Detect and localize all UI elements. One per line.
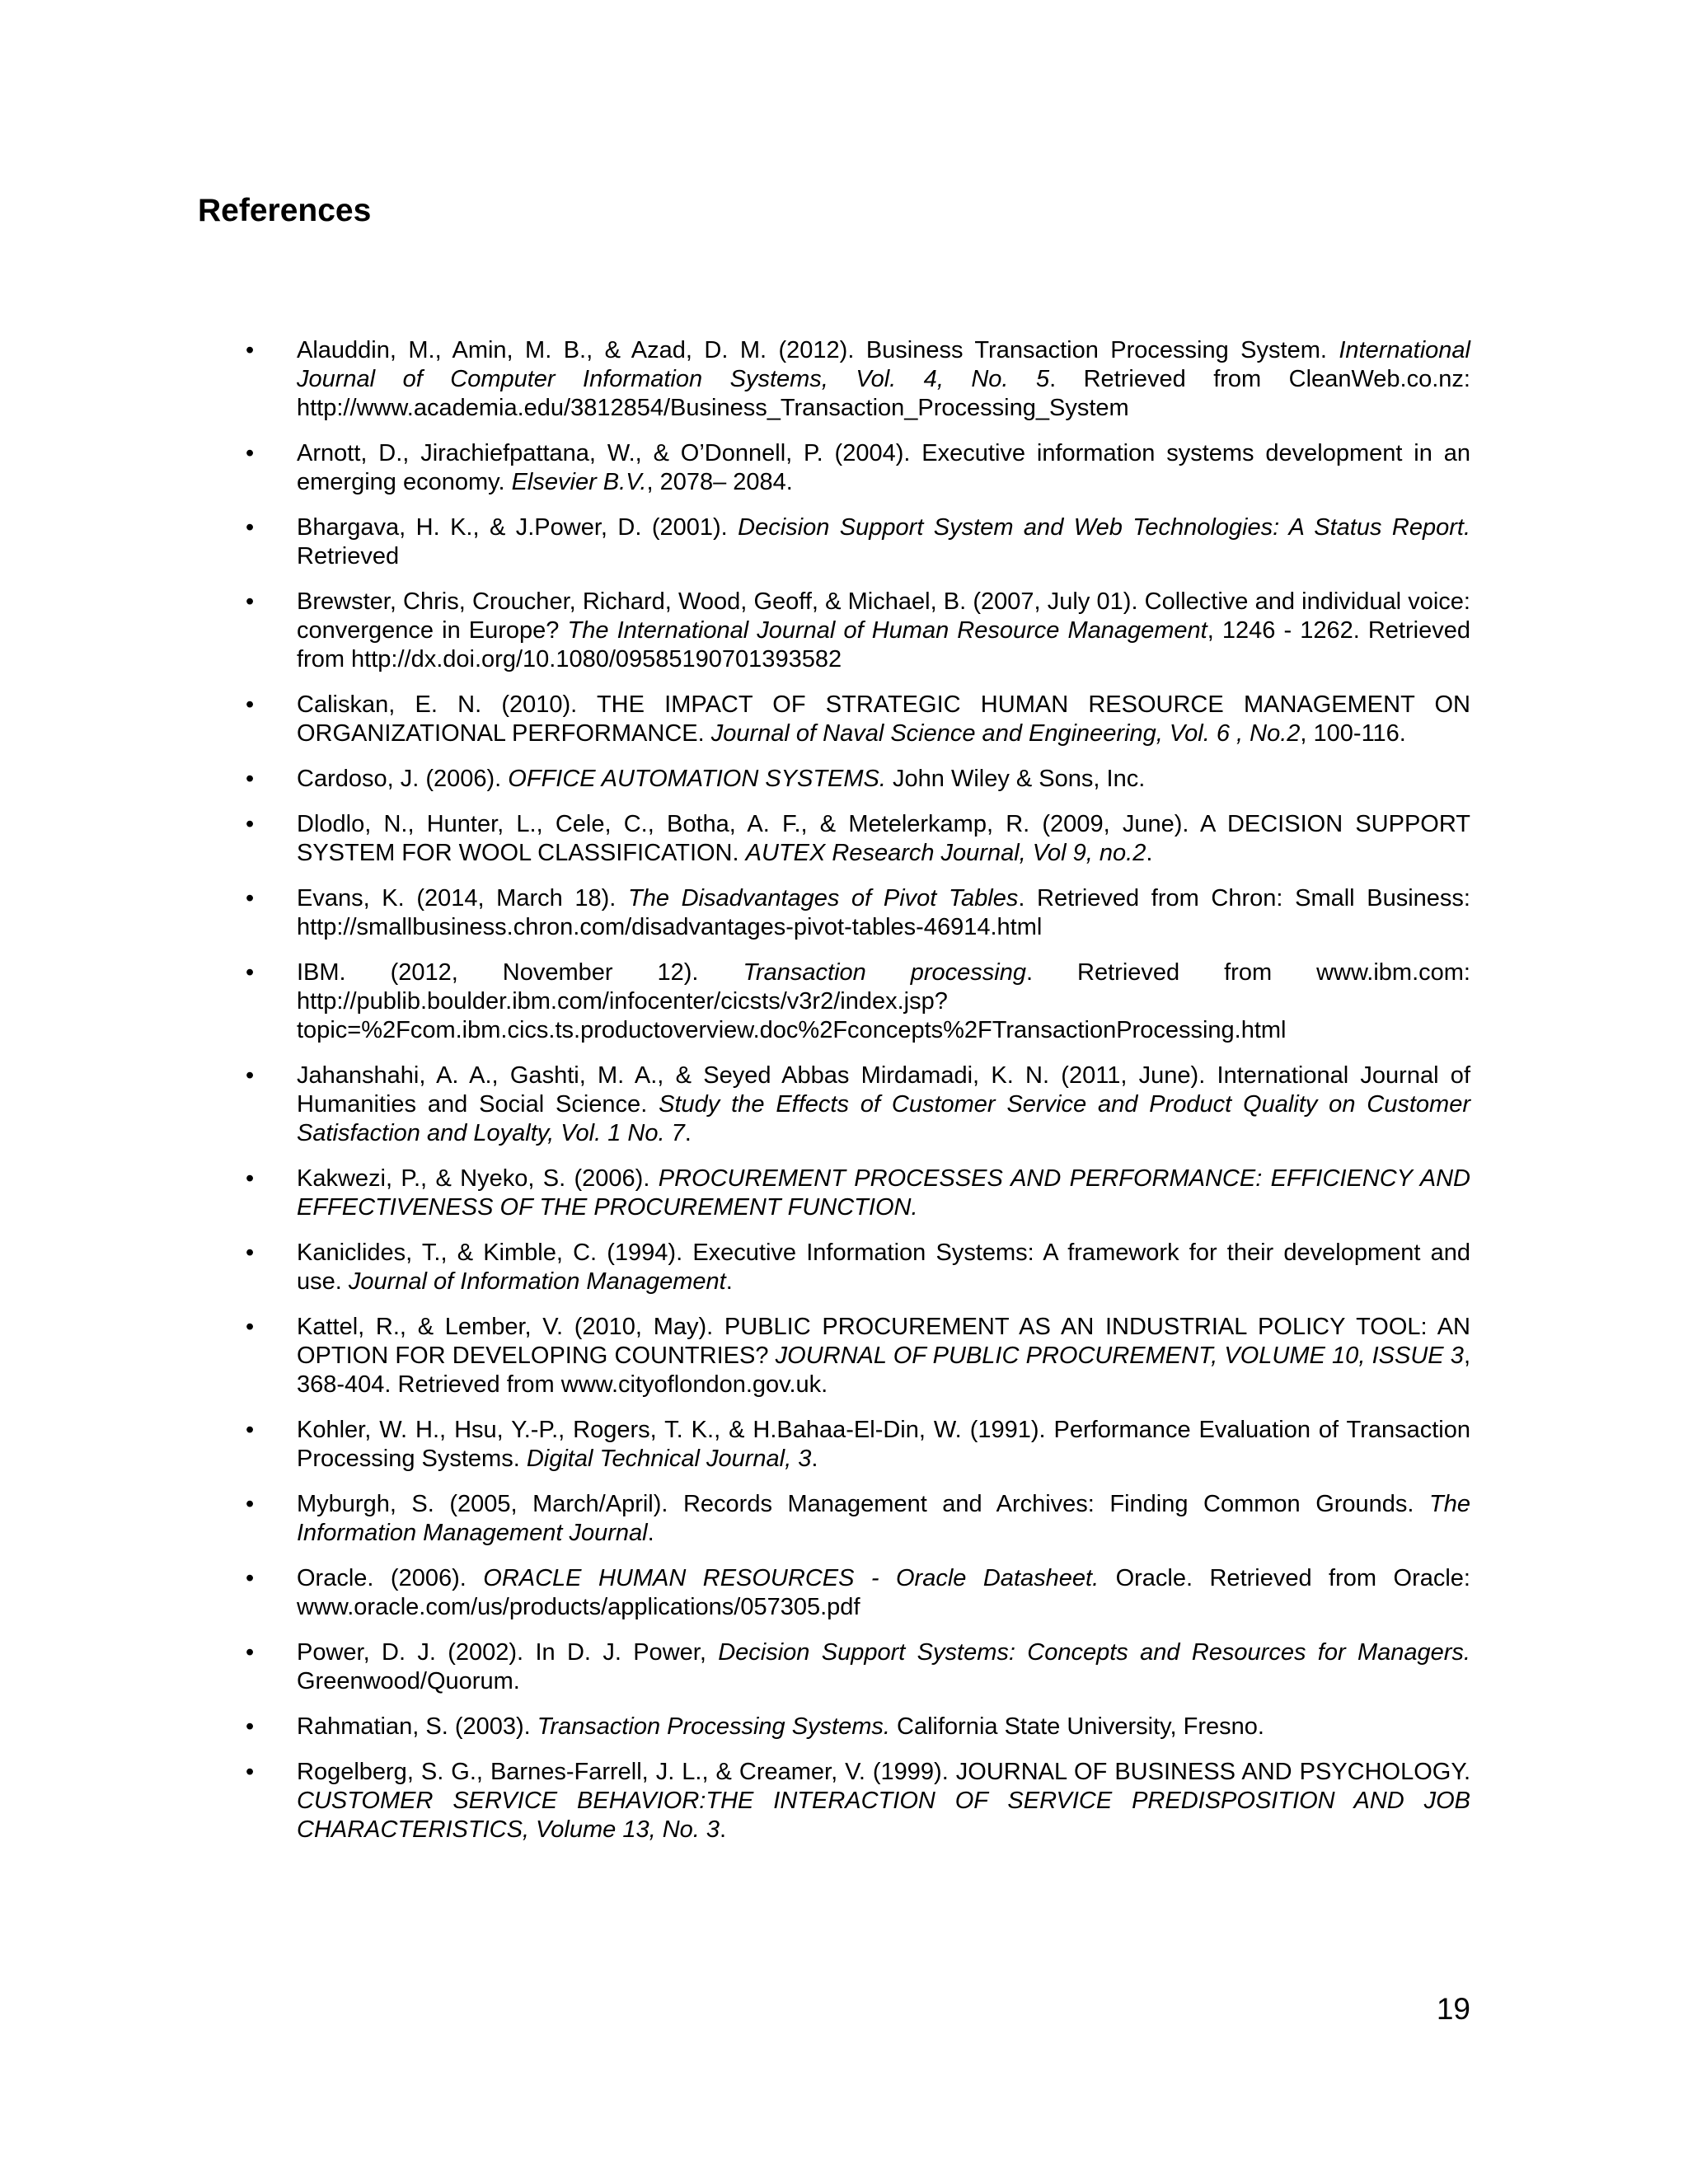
reference-item bbox=[246, 1416, 1470, 1474]
reference-italic-segment: OFFICE AUTOMATION SYSTEMS. bbox=[508, 766, 886, 792]
reference-segment: Oracle. (2006). bbox=[297, 1565, 484, 1591]
reference-italic-segment: JOURNAL OF PUBLIC PROCUREMENT, VOLUME 10, ISSUE 3 bbox=[775, 1343, 1464, 1369]
reference-item bbox=[246, 1239, 1470, 1296]
reference-item bbox=[246, 884, 1470, 942]
reference-item bbox=[246, 1165, 1470, 1222]
reference-segment: , 100-116. bbox=[1300, 720, 1406, 747]
reference-segment: . bbox=[725, 1268, 733, 1295]
reference-segment: Oracle. Retrieved from Oracle: www.oracle.com/us/products/applications/057305.pdf bbox=[297, 1565, 1470, 1620]
reference-italic-segment: Transaction Processing Systems. bbox=[537, 1713, 890, 1740]
reference-item bbox=[246, 691, 1470, 748]
reference-segment: Kattel, R., & Lember, V. (2010, May). PUBLIC PROCUREMENT AS AN INDUSTRIAL POLICY TOOL: AN OPTION FOR DEVELOPING COUNTRIES? bbox=[297, 1314, 1470, 1369]
reference-italic-segment: Decision Support Systems: Concepts and Resources for Managers. bbox=[718, 1639, 1470, 1666]
reference-text bbox=[297, 588, 1470, 674]
reference-text bbox=[297, 336, 1470, 423]
page-heading: References bbox=[198, 193, 372, 228]
reference-segment: Caliskan, E. N. (2010). THE IMPACT OF STRATEGIC HUMAN RESOURCE MANAGEMENT ON ORGANIZATIONAL PERFORMANCE. bbox=[297, 691, 1470, 747]
reference-text bbox=[297, 439, 1470, 497]
reference-text bbox=[297, 1165, 1470, 1222]
reference-item bbox=[246, 1062, 1470, 1148]
reference-segment: Kakwezi, P., & Nyeko, S. (2006). bbox=[297, 1165, 659, 1192]
reference-item bbox=[246, 1313, 1470, 1399]
reference-segment: Power, D. J. (2002). In D. J. Power, bbox=[297, 1639, 719, 1666]
reference-italic-segment: Digital Technical Journal, 3 bbox=[526, 1446, 812, 1472]
reference-item bbox=[246, 810, 1470, 868]
bullet-icon: • bbox=[246, 588, 255, 615]
reference-italic-segment: Study the Effects of Customer Service and Product Quality on Customer Satisfaction and Loyalty, Vol. 1 No. 7 bbox=[297, 1091, 1471, 1146]
reference-segment: Bhargava, H. K., & J.Power, D. (2001). bbox=[297, 514, 738, 541]
reference-segment: Dlodlo, N., Hunter, L., Cele, C., Botha, A. F., & Metelerkamp, R. (2009, June). A DECISION SUPPORT SYSTEM FOR WOOL CLASSIFICATION. bbox=[297, 811, 1470, 866]
reference-segment: IBM. (2012, November 12). bbox=[297, 959, 743, 986]
reference-segment: Kaniclides, T., & Kimble, C. (1994). Executive Information Systems: A framework for their development and use. bbox=[297, 1240, 1470, 1295]
reference-segment: . Retrieved from CleanWeb.co.nz: http://www.academia.edu/3812854/Business_Transaction_Processing_System bbox=[297, 366, 1470, 421]
reference-text bbox=[297, 691, 1470, 748]
reference-segment: Evans, K. (2014, March 18). bbox=[297, 885, 628, 912]
reference-item bbox=[246, 1713, 1470, 1741]
reference-item bbox=[246, 588, 1470, 674]
reference-segment: Kohler, W. H., Hsu, Y.-P., Rogers, T. K., & H.Bahaa-El-Din, W. (1991). Performance Evaluation of Transaction Processing Systems. bbox=[297, 1417, 1470, 1472]
reference-segment: John Wiley & Sons, Inc. bbox=[885, 766, 1146, 792]
bullet-icon: • bbox=[246, 337, 255, 363]
reference-item bbox=[246, 765, 1470, 794]
bullet-icon: • bbox=[246, 811, 255, 837]
reference-text bbox=[297, 1416, 1470, 1474]
bullet-icon: • bbox=[246, 440, 255, 466]
reference-italic-segment: AUTEX Research Journal, Vol 9, no.2 bbox=[745, 840, 1146, 866]
reference-italic-segment: The Information Management Journal bbox=[297, 1491, 1470, 1546]
bullet-icon: • bbox=[246, 1240, 255, 1266]
reference-text bbox=[297, 1564, 1470, 1622]
reference-segment: Arnott, D., Jirachiefpattana, W., & O’Donnell, P. (2004). Executive information systems development in an emerging economy. bbox=[297, 440, 1470, 495]
reference-text bbox=[297, 1313, 1470, 1399]
reference-item bbox=[246, 513, 1470, 571]
bullet-icon: • bbox=[246, 766, 255, 792]
page-number: 19 bbox=[1436, 1992, 1470, 2026]
reference-segment: . bbox=[684, 1120, 692, 1146]
reference-segment: . bbox=[1146, 840, 1153, 866]
reference-text bbox=[297, 1713, 1470, 1741]
reference-text bbox=[297, 958, 1470, 1045]
reference-italic-segment: The International Journal of Human Resource Management bbox=[567, 617, 1207, 644]
reference-text bbox=[297, 1062, 1470, 1148]
reference-segment: Brewster, Chris, Croucher, Richard, Wood, Geoff, & Michael, B. (2007, July 01). Collective and individual voice: convergence in Europe? bbox=[297, 588, 1470, 644]
bullet-icon: • bbox=[246, 1165, 255, 1192]
reference-item bbox=[246, 958, 1470, 1045]
reference-item bbox=[246, 439, 1470, 497]
reference-segment: . bbox=[720, 1816, 727, 1843]
bullet-icon: • bbox=[246, 1062, 255, 1089]
reference-list bbox=[246, 336, 1470, 1861]
reference-text bbox=[297, 1638, 1470, 1696]
bullet-icon: • bbox=[246, 1314, 255, 1340]
reference-segment: Greenwood/Quorum. bbox=[297, 1668, 520, 1694]
reference-segment: , 1246 - 1262. Retrieved from http://dx.doi.org/10.1080/09585190701393582 bbox=[297, 617, 1470, 673]
reference-item bbox=[246, 1564, 1470, 1622]
bullet-icon: • bbox=[246, 1639, 255, 1666]
bullet-icon: • bbox=[246, 691, 255, 718]
reference-italic-segment: CUSTOMER SERVICE BEHAVIOR:THE INTERACTION OF SERVICE PREDISPOSITION AND JOB CHARACTERISTICS, Volume 13, No. 3 bbox=[297, 1788, 1470, 1843]
reference-text bbox=[297, 1239, 1470, 1296]
bullet-icon: • bbox=[246, 959, 255, 986]
reference-segment: , 2078– 2084. bbox=[646, 469, 793, 495]
bullet-icon: • bbox=[246, 514, 255, 541]
reference-italic-segment: Elsevier B.V. bbox=[511, 469, 647, 495]
reference-item bbox=[246, 1758, 1470, 1844]
reference-segment: . bbox=[811, 1446, 818, 1472]
bullet-icon: • bbox=[246, 1759, 255, 1785]
reference-segment: , 368-404. Retrieved from www.cityoflondon.gov.uk. bbox=[297, 1343, 1470, 1398]
bullet-icon: • bbox=[246, 1491, 255, 1517]
reference-italic-segment: Journal of Information Management bbox=[348, 1268, 726, 1295]
reference-text bbox=[297, 765, 1470, 794]
reference-text bbox=[297, 810, 1470, 868]
reference-text bbox=[297, 513, 1470, 571]
reference-segment: Jahanshahi, A. A., Gashti, M. A., & Seyed Abbas Mirdamadi, K. N. (2011, June). International Journal of Humanities and Social Science. bbox=[297, 1062, 1470, 1118]
reference-segment: Cardoso, J. (2006). bbox=[297, 766, 509, 792]
reference-italic-segment: Decision Support System and Web Technologies: A Status Report. bbox=[738, 514, 1470, 541]
reference-italic-segment: International Journal of Computer Information Systems, Vol. 4, No. 5 bbox=[297, 337, 1470, 392]
reference-item bbox=[246, 1638, 1470, 1696]
reference-segment: Retrieved bbox=[297, 543, 400, 569]
reference-italic-segment: ORACLE HUMAN RESOURCES - Oracle Datasheet. bbox=[483, 1565, 1100, 1591]
reference-italic-segment: The Disadvantages of Pivot Tables bbox=[627, 885, 1019, 912]
bullet-icon: • bbox=[246, 1713, 255, 1740]
bullet-icon: • bbox=[246, 885, 255, 912]
reference-segment: Rahmatian, S. (2003). bbox=[297, 1713, 537, 1740]
reference-text bbox=[297, 1490, 1470, 1548]
reference-segment: California State University, Fresno. bbox=[889, 1713, 1264, 1740]
bullet-icon: • bbox=[246, 1565, 255, 1591]
reference-segment: . Retrieved from Chron: Small Business: http://smallbusiness.chron.com/disadvantages-pivot-tables-46914.html bbox=[297, 885, 1470, 940]
reference-text bbox=[297, 884, 1470, 942]
reference-item bbox=[246, 336, 1470, 423]
reference-italic-segment: PROCUREMENT PROCESSES AND PERFORMANCE: EFFICIENCY AND EFFECTIVENESS OF THE PROCUREMENT FUNCTION. bbox=[297, 1165, 1471, 1221]
reference-segment: Rogelberg, S. G., Barnes-Farrell, J. L., & Creamer, V. (1999). JOURNAL OF BUSINESS AND PSYCHOLOGY. bbox=[297, 1759, 1470, 1785]
reference-segment: Alauddin, M., Amin, M. B., & Azad, D. M. (2012). Business Transaction Processing System. bbox=[297, 337, 1339, 363]
reference-segment: Myburgh, S. (2005, March/April). Records Management and Archives: Finding Common Grounds. bbox=[297, 1491, 1430, 1517]
reference-text bbox=[297, 1758, 1470, 1844]
bullet-icon: • bbox=[246, 1417, 255, 1443]
reference-item bbox=[246, 1490, 1470, 1548]
reference-italic-segment: Transaction processing bbox=[743, 959, 1027, 986]
reference-segment: . Retrieved from www.ibm.com: http://publib.boulder.ibm.com/infocenter/cicsts/v3r2/index.jsp?topic=%2Fcom.ibm.cics.ts.productoverview.doc%2Fconcepts%2FTransactionProcessing.html bbox=[297, 959, 1470, 1043]
reference-italic-segment: Journal of Naval Science and Engineering, Vol. 6 , No.2 bbox=[710, 720, 1301, 747]
reference-segment: . bbox=[647, 1520, 654, 1546]
